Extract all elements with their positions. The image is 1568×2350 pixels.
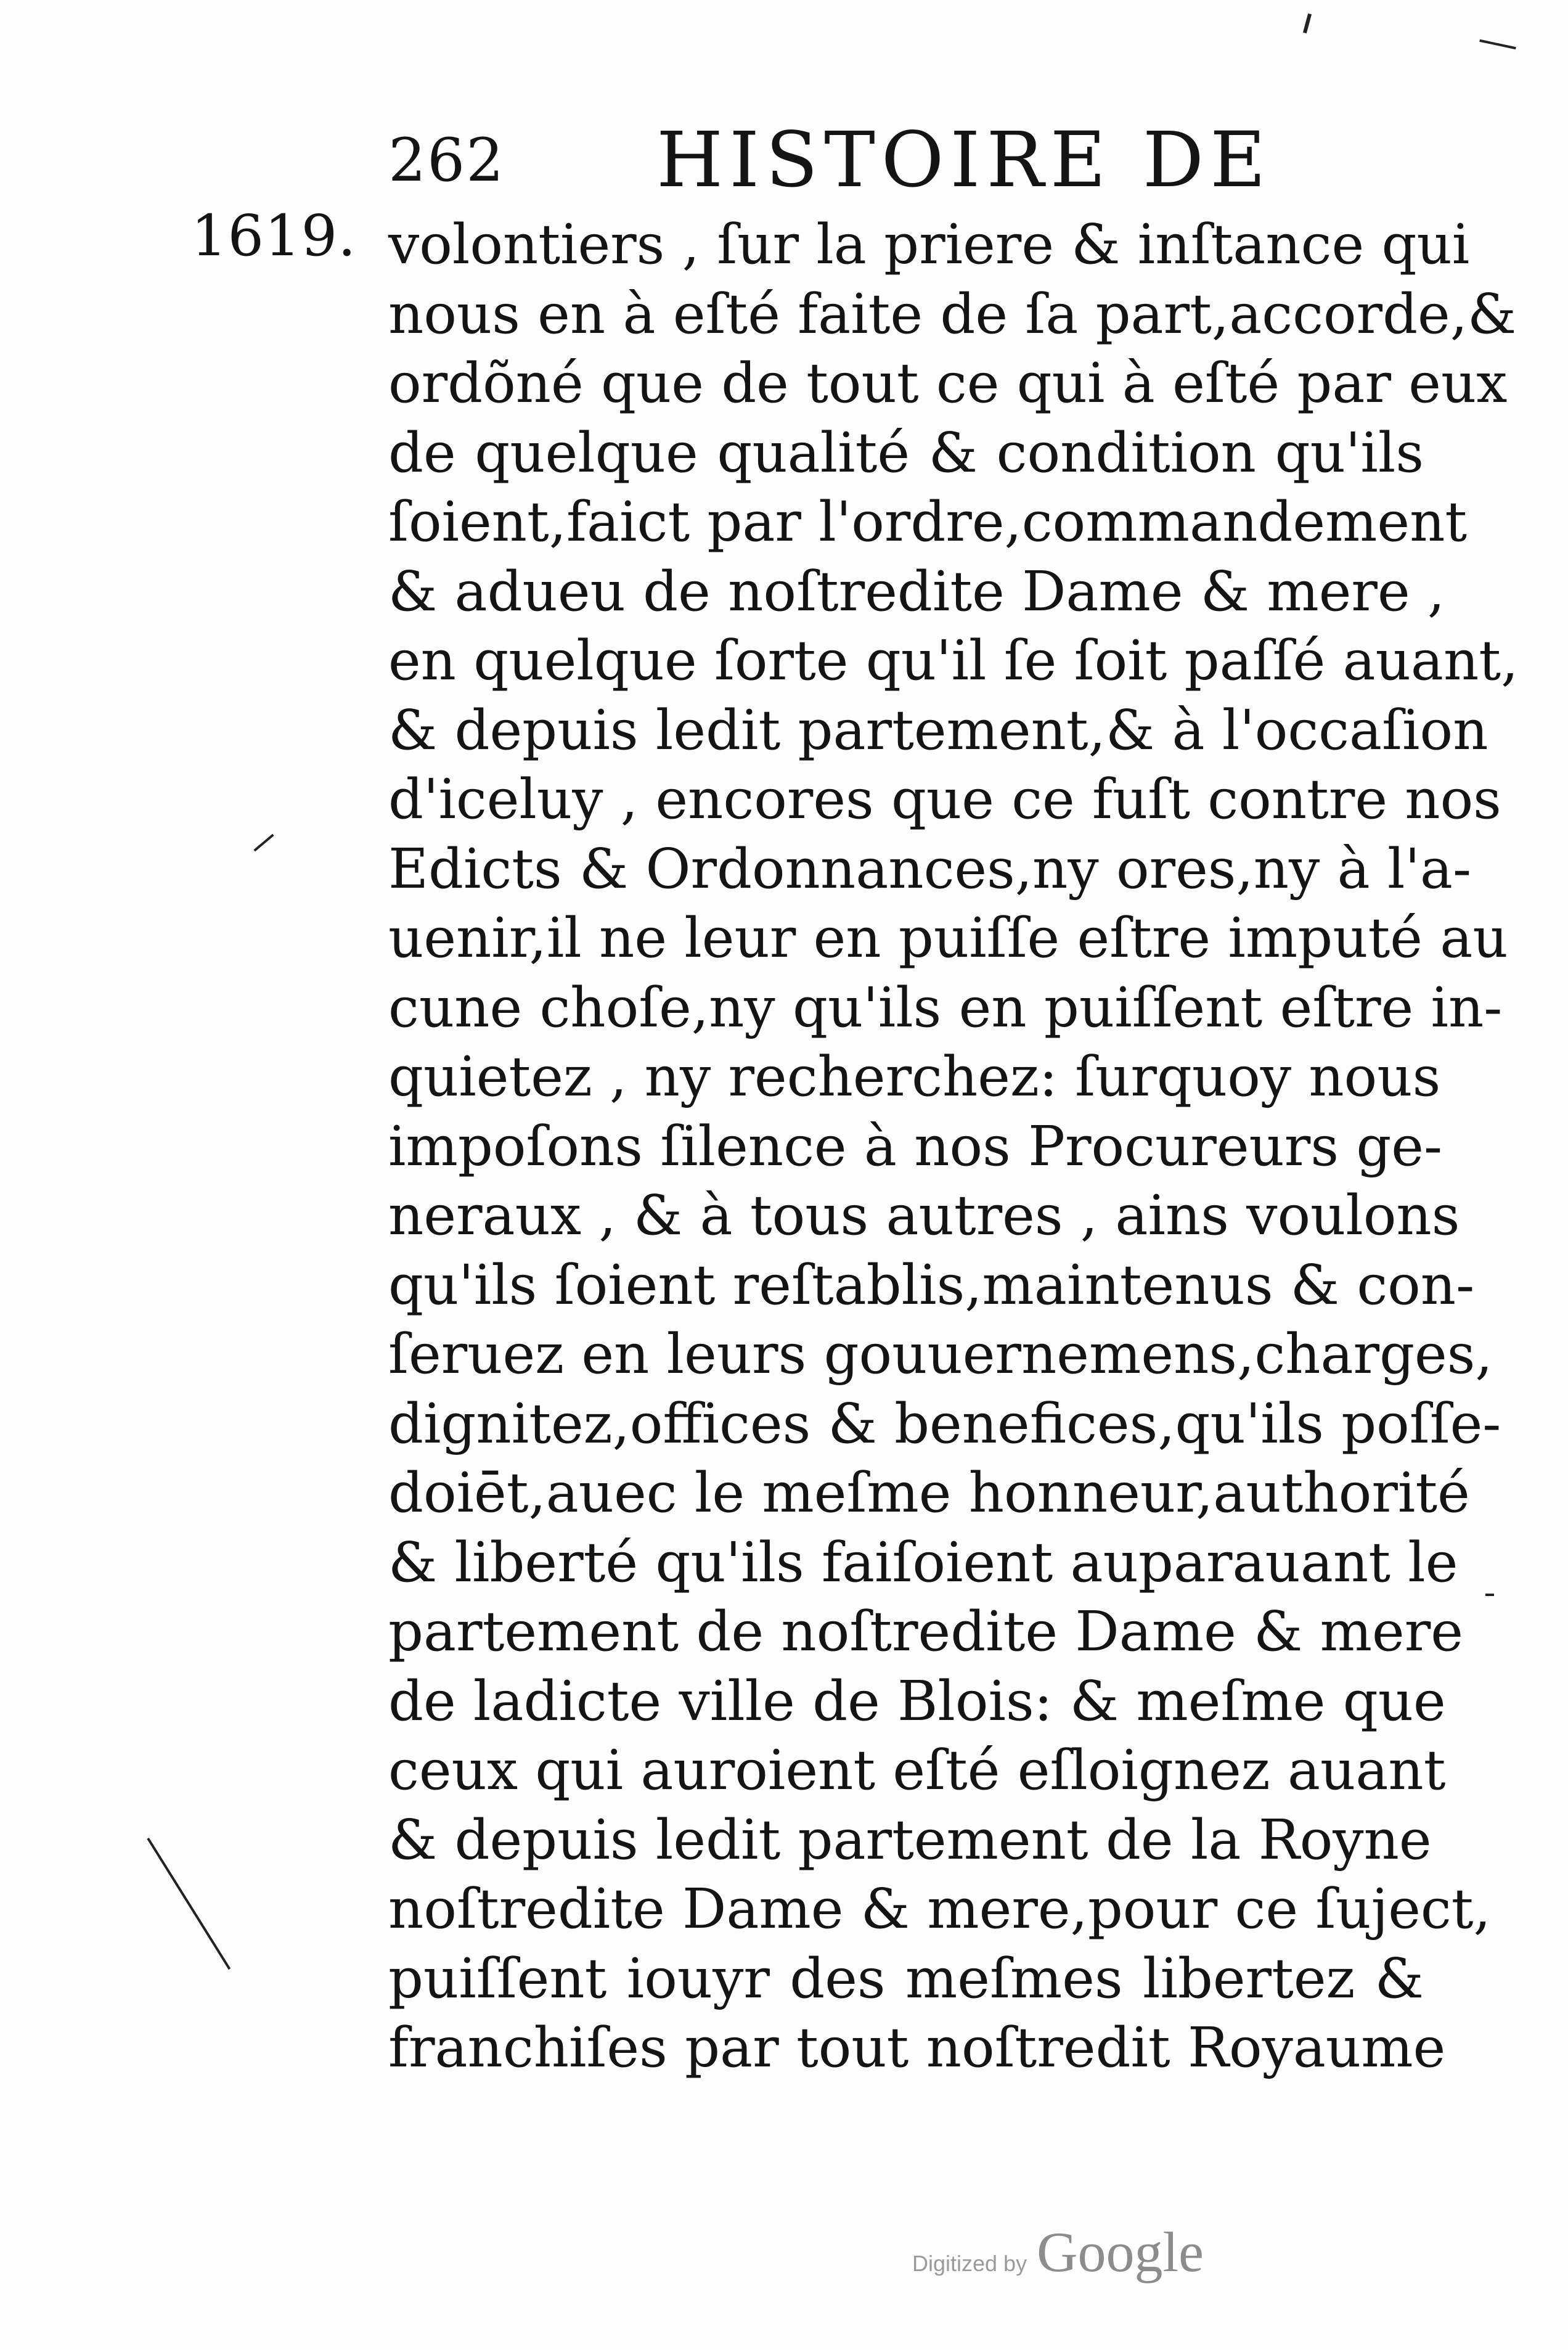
text-line: de quelque qualité & condition qu'ils [388, 420, 1424, 485]
text-line: ſeruez en leurs gouuernemens,charges, [388, 1322, 1493, 1386]
scan-speck [253, 834, 274, 852]
text-line: de ladicte ville de Blois: & meſme que [388, 1668, 1446, 1733]
text-line: dignitez,offices & benefices,qu'ils poſſe- [388, 1391, 1501, 1455]
margin-year-note: 1619. [191, 203, 357, 269]
text-line: d'iceluy , encores que ce fuſt contre nos [388, 767, 1501, 831]
text-line: ceux qui auroient eſté eſloignez auant [388, 1738, 1446, 1802]
watermark-brand: Google [1037, 2221, 1204, 2283]
running-head: HISTOIRE DE [656, 116, 1272, 205]
text-line: quietez , ny recherchez: ſurquoy nous [388, 1044, 1441, 1108]
text-line: ordõné que de tout ce qui à eſté par eux [388, 351, 1508, 415]
text-line: noſtredite Dame & mere,pour ce ſuject, [388, 1877, 1491, 1941]
body-text-block [388, 210, 1519, 2082]
text-line: en quelque ſorte qu'il ſe ſoit paſſé auant, [388, 628, 1519, 692]
text-line: franchiſes par tout noſtredit Royaume [388, 2015, 1446, 2079]
watermark-prefix: Digitized by [912, 2251, 1027, 2276]
scan-speck [147, 1838, 231, 1970]
scan-speck [1303, 14, 1312, 33]
text-line: puiſſent iouyr des meſmes libertez & [388, 1946, 1424, 2010]
text-line: ſoient,faict par l'ordre,commandement [388, 489, 1468, 554]
text-line: cune choſe,ny qu'ils en puiſſent eſtre in- [388, 975, 1503, 1039]
text-line: doiēt,auec le meſme honneur,authorité [388, 1460, 1470, 1525]
text-line: qu'ils ſoient reſtablis,maintenus & con- [388, 1252, 1475, 1317]
text-line: neraux , & à tous autres , ains voulons [388, 1183, 1460, 1247]
scan-speck [1479, 39, 1516, 49]
text-line: & depuis ledit partement,& à l'occaſion [388, 697, 1488, 762]
digitization-watermark [912, 2219, 1204, 2293]
text-line: uenir,il ne leur en puiſſe eſtre imputé au [388, 906, 1508, 970]
text-line: partement de noſtredite Dame & mere [388, 1599, 1463, 1663]
text-line: impoſons ſilence à nos Procureurs ge- [388, 1113, 1443, 1178]
page-number: 262 [388, 126, 505, 195]
text-line: & liberté qu'ils faiſoient auparauant le [388, 1529, 1458, 1594]
text-line: volontiers , ſur la priere & inſtance qui [388, 212, 1470, 276]
scan-speck [1485, 1594, 1494, 1596]
text-line: Edicts & Ordonnances,ny ores,ny à l'a- [388, 836, 1472, 901]
text-line: nous en à eſté faite de ſa part,accorde,& [388, 281, 1517, 346]
text-line: & depuis ledit partement de la Royne [388, 1807, 1432, 1872]
text-line: & adueu de noſtredite Dame & mere , [388, 559, 1445, 623]
